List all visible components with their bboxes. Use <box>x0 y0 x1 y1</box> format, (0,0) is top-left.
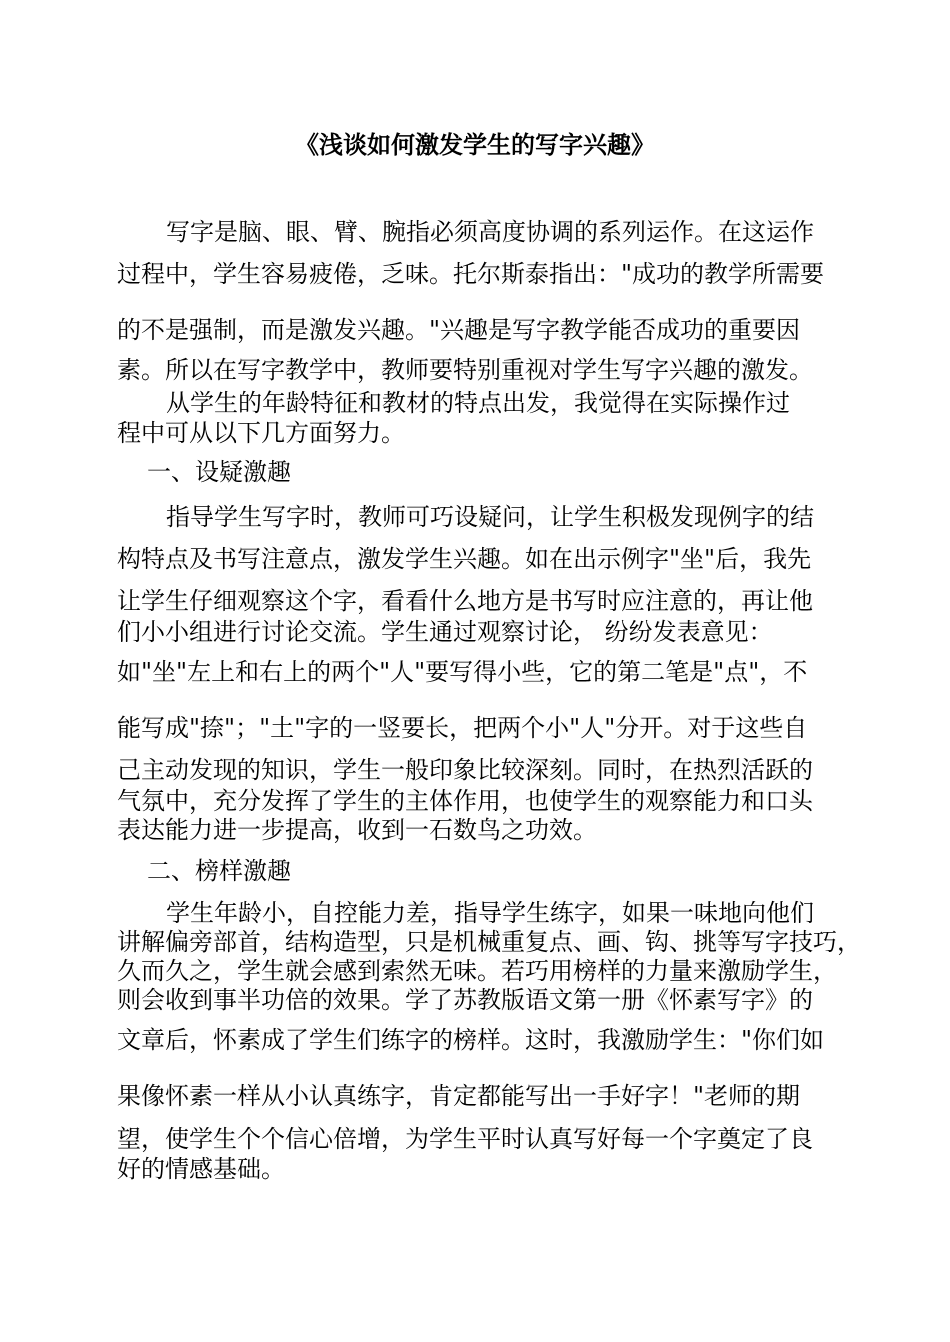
paragraph-line: 构特点及书写注意点，激发学生兴趣。如在出示例字"坐"后，我先 <box>117 545 812 573</box>
paragraph-line: 气氛中，充分发挥了学生的主体作用，也使学生的观察能力和口头 <box>117 787 813 815</box>
paragraph-line: 指导学生写字时，教师可巧设疑问，让学生积极发现例字的结 <box>166 503 814 531</box>
paragraph-line: 表达能力进一步提高，收到一石数鸟之功效。 <box>117 816 597 844</box>
section-heading: 一、设疑激趣 <box>147 458 291 486</box>
paragraph-line: 讲解偏旁部首，结构造型，只是机械重复点、画、钩、挑等写字技巧， <box>117 928 861 956</box>
section-heading: 二、榜样激趣 <box>147 857 291 885</box>
paragraph-line: 学生年龄小，自控能力差，指导学生练字，如果一味地向他们 <box>166 899 814 927</box>
paragraph-line: 的不是强制，而是激发兴趣。"兴趣是写字教学能否成功的重要因 <box>117 316 801 344</box>
paragraph-line: 文章后，怀素成了学生们练字的榜样。这时，我激励学生："你们如 <box>117 1026 825 1054</box>
paragraph-line: 能写成"捺"；"土"字的一竖要长，把两个小"人"分开。对于这些自 <box>117 714 808 742</box>
document-title: 《浅谈如何激发学生的写字兴趣》 <box>295 130 655 159</box>
paragraph-line: 让学生仔细观察这个字，看看什么地方是书写时应注意的，再让他 <box>117 587 813 615</box>
paragraph-line: 写字是脑、眼、臂、腕指必须高度协调的系列运作。在这运作 <box>166 218 814 246</box>
paragraph-line: 久而久之，学生就会感到索然无味。若巧用榜样的力量来激励学生， <box>117 957 837 985</box>
paragraph-line: 素。所以在写字教学中，教师要特别重视对学生写字兴趣的激发。 <box>117 356 813 384</box>
paragraph-line: 过程中，学生容易疲倦，乏味。托尔斯泰指出："成功的教学所需要 <box>117 260 825 288</box>
paragraph-line: 们小小组进行讨论交流。学生通过观察讨论， 纷纷发表意见： <box>117 618 773 646</box>
paragraph-line: 从学生的年龄特征和教材的特点出发，我觉得在实际操作过 <box>166 389 790 417</box>
paragraph-line: 望，使学生个个信心倍增，为学生平时认真写好每一个字奠定了良 <box>117 1125 813 1153</box>
paragraph-line: 己主动发现的知识，学生一般印象比较深刻。同时，在热烈活跃的 <box>117 756 813 784</box>
paragraph-line: 好的情感基础。 <box>117 1155 285 1183</box>
paragraph-line: 如"坐"左上和右上的两个"人"要写得小些，它的第二笔是"点"，不 <box>117 658 808 686</box>
paragraph-line: 果像怀素一样从小认真练字，肯定都能写出一手好字！"老师的期 <box>117 1082 801 1110</box>
paragraph-line: 则会收到事半功倍的效果。学了苏教版语文第一册《怀素写字》的 <box>117 986 813 1014</box>
paragraph-line: 程中可从以下几方面努力。 <box>117 419 405 447</box>
